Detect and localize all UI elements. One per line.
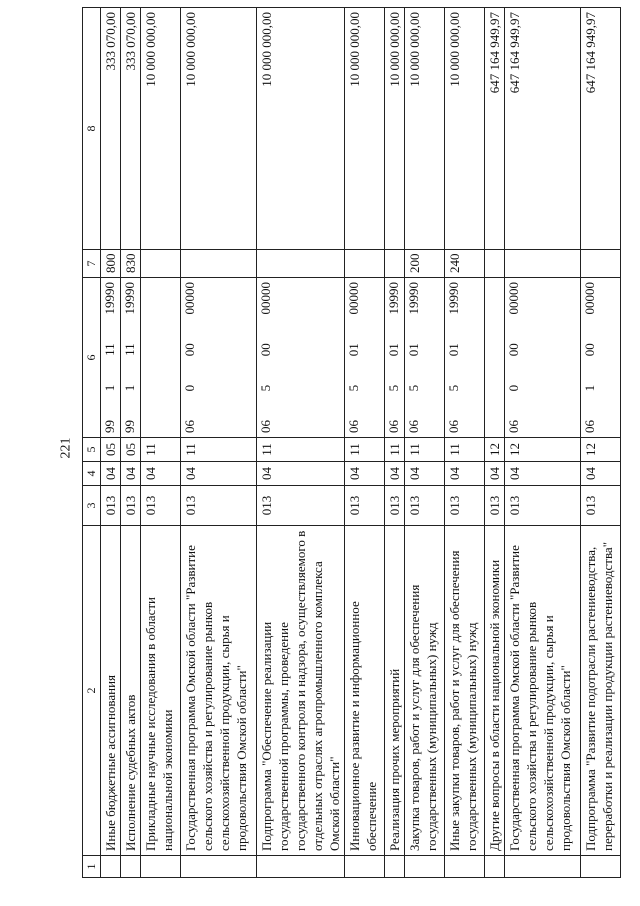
row-section-cell: 04 xyxy=(445,462,485,486)
row-expense-type-cell: 830 xyxy=(121,250,141,278)
row-section-cell: 04 xyxy=(505,462,581,486)
row-subsection-cell: 12 xyxy=(485,438,505,462)
table-row xyxy=(345,8,385,878)
row-admin-code-cell: 013 xyxy=(505,486,581,526)
table-row xyxy=(385,8,405,878)
target-code-part: 19990 xyxy=(386,282,401,315)
target-code-parts xyxy=(101,278,118,437)
target-code-part: 01 xyxy=(346,343,361,357)
row-section-cell: 04 xyxy=(141,462,181,486)
table-row xyxy=(141,8,181,878)
page-number: 221 xyxy=(58,437,74,459)
target-code-part: 5 xyxy=(386,384,401,392)
row-admin-code-cell: 013 xyxy=(121,486,141,526)
header-cell: 3 xyxy=(83,486,101,526)
target-code-part: 00000 xyxy=(346,282,361,315)
target-code-part: 19990 xyxy=(446,282,461,315)
row-section-cell: 04 xyxy=(257,462,345,486)
row-index-cell xyxy=(141,856,181,878)
row-name-cell: Иные бюджетные ассигнования xyxy=(101,526,121,856)
row-section-cell: 04 xyxy=(101,462,121,486)
budget-table xyxy=(82,7,621,878)
target-code-parts xyxy=(345,278,362,437)
row-subsection-cell: 11 xyxy=(181,438,257,462)
header-cell: 1 xyxy=(83,856,101,878)
row-expense-type-cell: 800 xyxy=(101,250,121,278)
target-code-part: 19990 xyxy=(406,282,421,315)
row-expense-type-cell: 200 xyxy=(405,250,445,278)
row-subsection-cell: 11 xyxy=(405,438,445,462)
row-index-cell xyxy=(385,856,405,878)
table-row xyxy=(581,8,621,878)
row-section-cell: 04 xyxy=(385,462,405,486)
row-admin-code-cell: 013 xyxy=(257,486,345,526)
header-cell: 5 xyxy=(83,438,101,462)
row-name-cell: Подпрограмма "Развитие подотрасли растениеводства, переработки и реализации продукции растениеводства" xyxy=(581,526,621,856)
target-code-part: 5 xyxy=(346,384,361,392)
row-expense-type-cell xyxy=(345,250,385,278)
target-code-part: 00000 xyxy=(258,282,273,315)
row-section-cell: 04 xyxy=(345,462,385,486)
row-name-cell: Государственная программа Омской области "Развитие сельского хозяйства и регулирование рынков сельскохозяйственной продукции, сырья и продовольствия Омской области" xyxy=(181,526,257,856)
target-code-part: 00 xyxy=(182,343,197,357)
row-name-cell: Реализация прочих мероприятий xyxy=(385,526,405,856)
rotated-sheet xyxy=(82,8,615,878)
row-admin-code-cell: 013 xyxy=(345,486,385,526)
row-expense-type-cell xyxy=(485,250,505,278)
row-index-cell xyxy=(181,856,257,878)
row-target-code-cell xyxy=(345,278,385,438)
target-code-parts xyxy=(257,278,274,437)
row-subsection-cell: 11 xyxy=(141,438,181,462)
target-code-part: 06 xyxy=(182,420,197,433)
row-amount-cell: 647 164 949,97 xyxy=(581,8,621,250)
row-subsection-cell: 11 xyxy=(345,438,385,462)
row-index-cell xyxy=(257,856,345,878)
row-target-code-cell xyxy=(257,278,345,438)
target-code-part: 5 xyxy=(406,384,421,392)
target-code-part: 00 xyxy=(506,343,521,357)
target-code-part: 06 xyxy=(446,420,461,433)
target-code-part: 5 xyxy=(446,384,461,392)
row-name-cell: Подпрограмма "Обеспечение реализации государственной программы, проведение государственного контроля и надзора, осуществляемого в отдельных отраслях агропромышленного комплекса Омской области" xyxy=(257,526,345,856)
target-code-parts xyxy=(121,278,138,437)
header-cell: 6 xyxy=(83,278,101,438)
target-code-parts xyxy=(581,278,598,437)
row-target-code-cell xyxy=(181,278,257,438)
target-code-parts xyxy=(505,278,522,437)
row-admin-code-cell: 013 xyxy=(385,486,405,526)
target-code-part: 0 xyxy=(182,384,197,392)
table-row xyxy=(257,8,345,878)
header-cell: 2 xyxy=(83,526,101,856)
target-code-parts xyxy=(405,278,422,437)
row-section-cell: 04 xyxy=(581,462,621,486)
header-row xyxy=(83,8,101,878)
row-expense-type-cell: 240 xyxy=(445,250,485,278)
row-index-cell xyxy=(121,856,141,878)
target-code-part: 19990 xyxy=(122,282,137,315)
row-amount-cell: 10 000 000,00 xyxy=(385,8,405,250)
row-subsection-cell: 05 xyxy=(121,438,141,462)
row-index-cell xyxy=(505,856,581,878)
header-cell: 4 xyxy=(83,462,101,486)
table-row xyxy=(405,8,445,878)
target-code-part: 0 xyxy=(506,384,521,392)
row-target-code-cell xyxy=(505,278,581,438)
row-section-cell: 04 xyxy=(181,462,257,486)
table-row xyxy=(505,8,581,878)
target-code-part: 1 xyxy=(582,384,597,392)
row-admin-code-cell: 013 xyxy=(405,486,445,526)
row-expense-type-cell xyxy=(141,250,181,278)
row-amount-cell: 647 164 949,97 xyxy=(505,8,581,250)
row-expense-type-cell xyxy=(581,250,621,278)
target-code-parts xyxy=(385,278,402,437)
row-admin-code-cell: 013 xyxy=(485,486,505,526)
target-code-part: 06 xyxy=(386,420,401,433)
target-code-part: 00 xyxy=(582,343,597,357)
target-code-part: 00000 xyxy=(182,282,197,315)
row-index-cell xyxy=(405,856,445,878)
target-code-part: 06 xyxy=(258,420,273,433)
row-admin-code-cell: 013 xyxy=(581,486,621,526)
target-code-parts xyxy=(181,278,198,437)
row-admin-code-cell: 013 xyxy=(181,486,257,526)
row-amount-cell: 333 070,00 xyxy=(101,8,121,250)
target-code-part: 01 xyxy=(446,343,461,357)
target-code-part: 5 xyxy=(258,384,273,392)
row-subsection-cell: 11 xyxy=(257,438,345,462)
row-subsection-cell: 11 xyxy=(385,438,405,462)
row-target-code-cell xyxy=(385,278,405,438)
target-code-part: 06 xyxy=(406,420,421,433)
row-amount-cell: 647 164 949,97 xyxy=(485,8,505,250)
row-amount-cell: 10 000 000,00 xyxy=(181,8,257,250)
row-target-code-cell xyxy=(121,278,141,438)
row-section-cell: 04 xyxy=(121,462,141,486)
row-index-cell xyxy=(581,856,621,878)
row-section-cell: 04 xyxy=(405,462,445,486)
target-code-part: 00 xyxy=(258,343,273,357)
target-code-part: 99 xyxy=(122,420,137,433)
row-index-cell xyxy=(345,856,385,878)
target-code-part: 00000 xyxy=(506,282,521,315)
row-amount-cell: 10 000 000,00 xyxy=(257,8,345,250)
target-code-part: 19990 xyxy=(102,282,117,315)
row-target-code-cell xyxy=(405,278,445,438)
row-target-code-cell xyxy=(141,278,181,438)
row-name-cell: Исполнение судебных актов xyxy=(121,526,141,856)
row-admin-code-cell: 013 xyxy=(101,486,121,526)
target-code-parts xyxy=(445,278,462,437)
target-code-part: 06 xyxy=(346,420,361,433)
row-amount-cell: 10 000 000,00 xyxy=(345,8,385,250)
row-subsection-cell: 12 xyxy=(505,438,581,462)
row-index-cell xyxy=(445,856,485,878)
row-admin-code-cell: 013 xyxy=(141,486,181,526)
target-code-part: 99 xyxy=(102,420,117,433)
table-row xyxy=(101,8,121,878)
row-name-cell: Другие вопросы в области национальной экономики xyxy=(485,526,505,856)
row-subsection-cell: 05 xyxy=(101,438,121,462)
header-cell: 7 xyxy=(83,250,101,278)
row-name-cell: Государственная программа Омской области "Развитие сельского хозяйства и регулирование рынков сельскохозяйственной продукции, сырья и продовольствия Омской области" xyxy=(505,526,581,856)
row-target-code-cell xyxy=(101,278,121,438)
row-name-cell: Инновационное развитие и информационное обеспечение xyxy=(345,526,385,856)
target-code-part: 01 xyxy=(386,343,401,357)
target-code-part: 1 xyxy=(102,384,117,392)
row-expense-type-cell xyxy=(505,250,581,278)
header-cell: 8 xyxy=(83,8,101,250)
row-amount-cell: 10 000 000,00 xyxy=(141,8,181,250)
row-index-cell xyxy=(485,856,505,878)
target-code-part: 01 xyxy=(406,343,421,357)
row-expense-type-cell xyxy=(181,250,257,278)
row-expense-type-cell xyxy=(385,250,405,278)
row-index-cell xyxy=(101,856,121,878)
table-row xyxy=(485,8,505,878)
table-row xyxy=(121,8,141,878)
row-amount-cell: 333 070,00 xyxy=(121,8,141,250)
target-code-part: 00000 xyxy=(582,282,597,315)
target-code-part: 11 xyxy=(122,343,137,356)
row-admin-code-cell: 013 xyxy=(445,486,485,526)
target-code-part: 06 xyxy=(582,420,597,433)
row-amount-cell: 10 000 000,00 xyxy=(405,8,445,250)
target-code-part: 06 xyxy=(506,420,521,433)
row-target-code-cell xyxy=(445,278,485,438)
row-target-code-cell xyxy=(581,278,621,438)
target-code-part: 1 xyxy=(122,384,137,392)
row-expense-type-cell xyxy=(257,250,345,278)
row-target-code-cell xyxy=(485,278,505,438)
row-subsection-cell: 12 xyxy=(581,438,621,462)
row-amount-cell: 10 000 000,00 xyxy=(445,8,485,250)
table-row xyxy=(445,8,485,878)
row-name-cell: Прикладные научные исследования в области национальной экономики xyxy=(141,526,181,856)
row-name-cell: Закупка товаров, работ и услуг для обеспечения государственных (муниципальных) нужд xyxy=(405,526,445,856)
row-name-cell: Иные закупки товаров, работ и услуг для обеспечения государственных (муниципальных) нужд xyxy=(445,526,485,856)
row-section-cell: 04 xyxy=(485,462,505,486)
table-row xyxy=(181,8,257,878)
target-code-part: 11 xyxy=(102,343,117,356)
row-subsection-cell: 11 xyxy=(445,438,485,462)
